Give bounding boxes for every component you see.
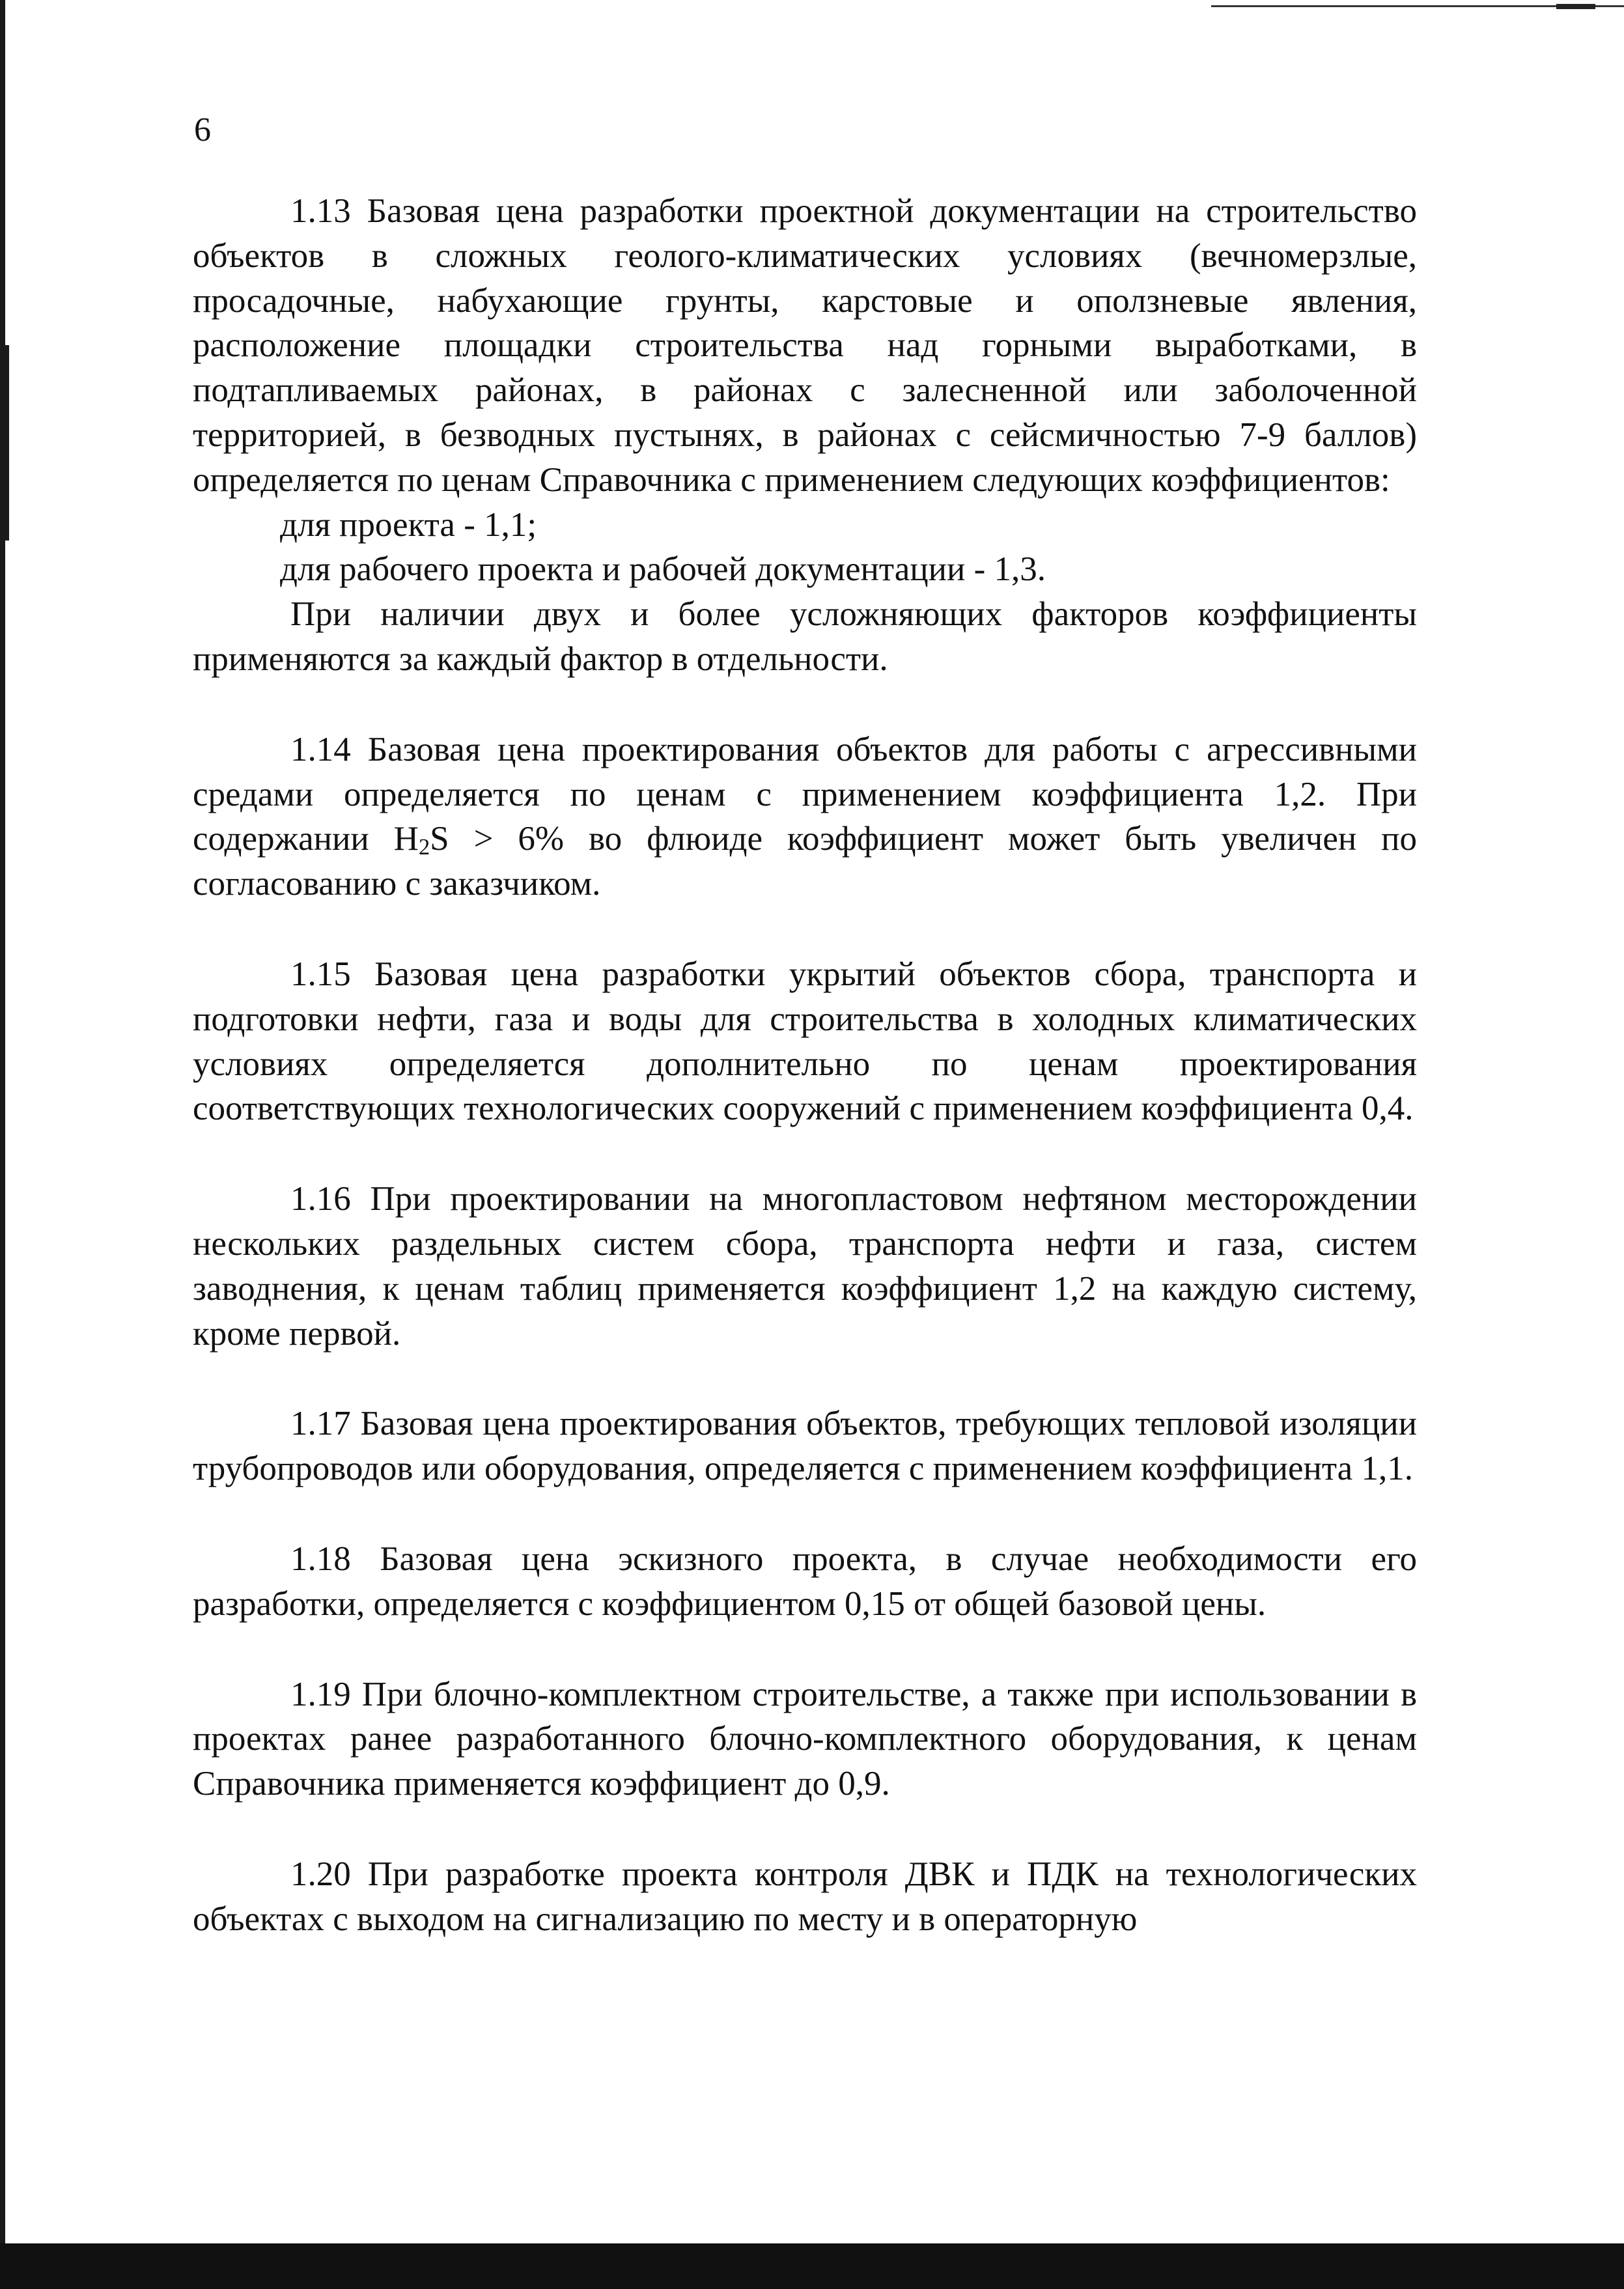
coefficient-item-project: для проекта - 1,1; bbox=[280, 505, 537, 544]
paragraph-1-15: 1.15 Базовая цена разработки укрытий объектов сбора, транспорта и подготовки нефти, газа и воды для строительства в холодных климатических условиях определяется дополнительно по ценам проектирования соответствующих технологических сооружений с применением коэффициента 0,4. bbox=[193, 955, 1417, 1128]
paragraph-1-18: 1.18 Базовая цена эскизного проекта, в случае необходимости его разработки, определяется с коэффициентом 0,15 от общей базовой цены. bbox=[193, 1539, 1417, 1623]
paragraph-1-16: 1.16 При проектировании на многопластовом нефтяном месторождении нескольких раздельных систем сбора, транспорта нефти и газа, систем заводнения, к ценам таблиц применяется коэффициент 1,2 на каждую систему, кроме первой. bbox=[193, 1180, 1417, 1353]
paragraph-1-13: 1.13 Базовая цена разработки проектной документации на строительство объектов в сложных геолого-климатических условиях (вечномерзлые, просадочные, набухающие грунты, карстовые и оползневые явления, расположение площадки строительства над горными выработками, в подтапливаемых районах, в районах с залесненной или заболоченной территорией, в безводных пустынях, в районах с сейсмичностью 7-9 баллов) определяется по ценам Справочника с применением следующих коэффициентов: bbox=[193, 192, 1417, 499]
paragraph-1-17: 1.17 Базовая цена проектирования объектов, требующих тепловой изоляции трубопроводов или оборудования, определяется с применением коэффициента 1,1. bbox=[193, 1405, 1417, 1488]
paragraph-1-13-note: При наличии двух и более усложняющих факторов коэффициенты применяются за каждый фактор в отдельности. bbox=[193, 595, 1417, 678]
scan-top-edge-mark bbox=[1556, 4, 1595, 9]
scan-left-edge bbox=[0, 0, 5, 2289]
page-number: 6 bbox=[194, 111, 211, 148]
paragraph-1-14-part-1: 1.14 Базовая цена проектирования объектов для работы с агрессивными средами определяется по ценам с применением коэффициента 1,2. При содержании H bbox=[193, 730, 1417, 858]
paragraph-1-14-part-2: S > 6% во флюиде коэффициент может быть увеличен по согласованию с заказчиком. bbox=[193, 820, 1418, 903]
h2s-subscript: 2 bbox=[418, 835, 430, 860]
paragraph-1-14 bbox=[193, 727, 1417, 906]
paragraph-1-19: 1.19 При блочно-комплектном строительстве, а также при использовании в проектах ранее разработанного блочно-комплектного оборудования, к ценам Справочника применяется коэффициент до 0,9. bbox=[193, 1675, 1417, 1803]
document-body bbox=[193, 189, 1417, 1942]
paragraph-1-20: 1.20 При разработке проекта контроля ДВК и ПДК на технологических объектах с выходом на сигнализацию по месту и в операторную bbox=[193, 1855, 1417, 1938]
scan-left-edge-mark bbox=[0, 345, 9, 541]
scan-bottom-edge bbox=[0, 2243, 1624, 2289]
coefficient-item-working-project: для рабочего проекта и рабочей документации - 1,3. bbox=[280, 550, 1046, 589]
